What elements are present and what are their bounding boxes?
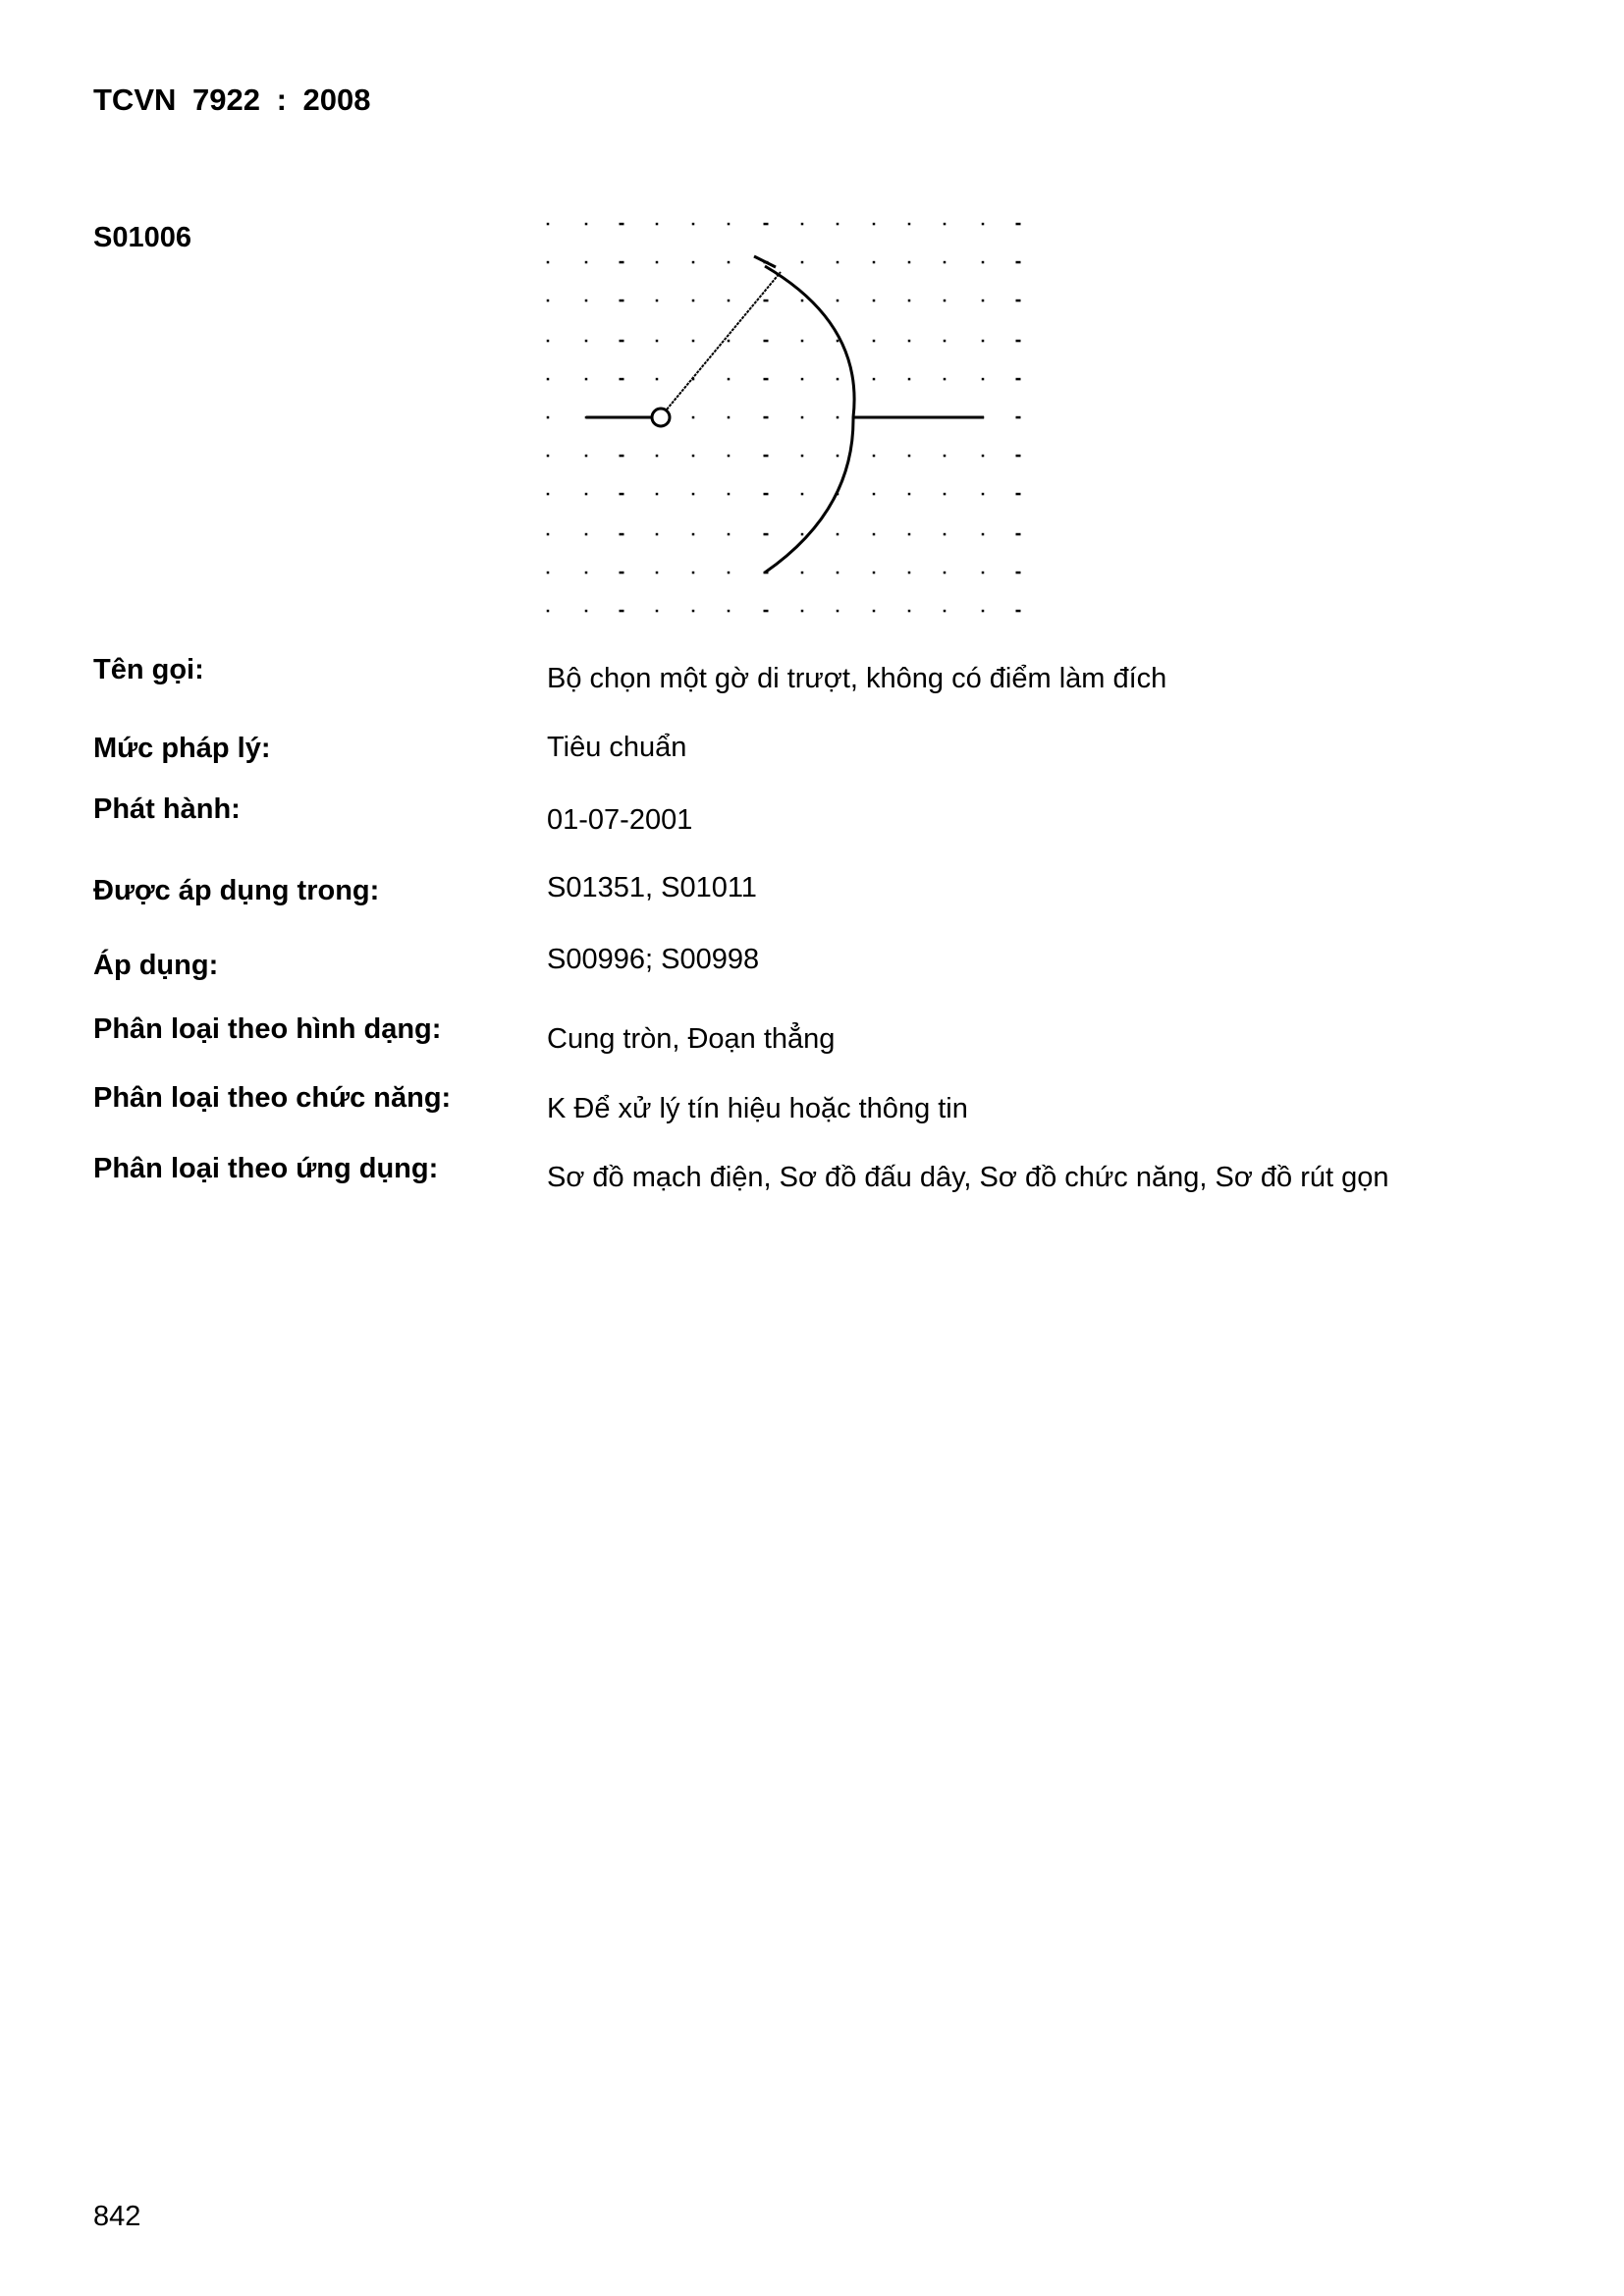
grid-dot <box>585 610 588 613</box>
grid-dot <box>837 378 839 381</box>
grid-dot <box>1016 572 1021 574</box>
grid-dot <box>837 416 839 419</box>
grid-dot <box>908 223 911 226</box>
grid-dot <box>1016 378 1021 381</box>
grid-dot <box>547 610 550 613</box>
grid-dot <box>908 455 911 458</box>
grid-dot <box>1016 261 1021 264</box>
grid-dot <box>873 378 876 381</box>
grid-dot <box>801 416 804 419</box>
grid-dot <box>692 610 695 613</box>
grid-dot <box>692 533 695 536</box>
grid-dot <box>547 340 550 343</box>
grid-dot <box>801 572 804 574</box>
grid-dot <box>873 610 876 613</box>
grid-dot <box>547 261 550 264</box>
grid-dot <box>873 572 876 574</box>
grid-dot <box>801 533 804 536</box>
grid-dot <box>728 378 731 381</box>
grid-dot <box>944 610 947 613</box>
grid-dot <box>656 493 659 496</box>
grid-dot <box>908 300 911 302</box>
grid-dot <box>547 533 550 536</box>
grid-dot <box>837 572 839 574</box>
field-value: K Để xử lý tín hiệu hoặc thông tin <box>547 1093 968 1124</box>
grid-dot <box>801 261 804 264</box>
grid-dot <box>728 572 731 574</box>
grid-dot <box>728 533 731 536</box>
grid-dot <box>944 493 947 496</box>
grid-dot <box>620 378 624 381</box>
grid-dot <box>656 533 659 536</box>
grid-dot <box>944 300 947 302</box>
grid-dot <box>908 378 911 381</box>
field-value: Sơ đồ mạch điện, Sơ đồ đấu dây, Sơ đồ chức năng, Sơ đồ rút gọn <box>547 1162 1389 1193</box>
grid-dot <box>585 493 588 496</box>
field-label: Phát hành: <box>93 793 241 825</box>
pivot-circle <box>652 409 670 426</box>
grid-dot <box>620 223 624 226</box>
grid-dot <box>692 223 695 226</box>
symbol-code: S01006 <box>93 222 191 253</box>
grid-dot <box>908 533 911 536</box>
grid-dot <box>764 610 769 613</box>
grid-dot <box>585 340 588 343</box>
grid-dot <box>620 572 624 574</box>
grid-dot <box>944 572 947 574</box>
field-label: Được áp dụng trong: <box>93 875 380 906</box>
grid-dot <box>728 261 731 264</box>
grid-dot <box>1016 416 1021 419</box>
grid-dot <box>982 610 985 613</box>
grid-dot <box>837 533 839 536</box>
grid-dot <box>585 300 588 302</box>
grid-dot <box>656 455 659 458</box>
grid-dot <box>764 340 769 343</box>
grid-dot <box>656 610 659 613</box>
field-value: 01-07-2001 <box>547 804 693 836</box>
grid-dot <box>801 223 804 226</box>
grid-dot <box>547 378 550 381</box>
field-label: Phân loại theo hình dạng: <box>93 1013 442 1045</box>
grid-dot <box>982 533 985 536</box>
grid-dot <box>837 223 839 226</box>
grid-dot <box>764 416 769 419</box>
symbol-diagram <box>530 196 1041 629</box>
grid-dot <box>728 493 731 496</box>
grid-dot <box>944 261 947 264</box>
grid-dot <box>873 455 876 458</box>
grid-dot <box>1016 340 1021 343</box>
grid-dot <box>908 261 911 264</box>
grid-dot <box>728 223 731 226</box>
field-value: Bộ chọn một gờ di trượt, không có điểm làm đích <box>547 663 1167 694</box>
grid-dot <box>547 223 550 226</box>
grid-dot <box>692 572 695 574</box>
grid-dot <box>801 493 804 496</box>
grid-dot <box>585 378 588 381</box>
grid-dot <box>728 300 731 302</box>
grid-dot <box>620 533 624 536</box>
grid-dot <box>620 340 624 343</box>
grid-dot <box>837 455 839 458</box>
field-label: Phân loại theo chức năng: <box>93 1082 452 1114</box>
grid-dot <box>692 416 695 419</box>
grid-dot <box>873 493 876 496</box>
grid-dot <box>837 261 839 264</box>
grid-dot <box>728 610 731 613</box>
grid-dot <box>944 340 947 343</box>
grid-dot <box>1016 300 1021 302</box>
grid-dot <box>1016 533 1021 536</box>
grid-dot <box>764 533 769 536</box>
standard-header: TCVN 7922 : 2008 <box>93 82 371 117</box>
grid-dot <box>873 300 876 302</box>
grid-dot <box>692 455 695 458</box>
grid-dot <box>585 533 588 536</box>
grid-dot <box>837 610 839 613</box>
grid-dot <box>908 493 911 496</box>
field-value: S01351, S01011 <box>547 872 757 903</box>
grid-dot <box>547 455 550 458</box>
grid-dot <box>656 572 659 574</box>
grid-dot <box>656 223 659 226</box>
grid-dot <box>1016 610 1021 613</box>
grid-dot <box>692 340 695 343</box>
grid-dot <box>547 572 550 574</box>
grid-dot <box>944 533 947 536</box>
grid-dot <box>801 455 804 458</box>
grid-dot <box>728 416 731 419</box>
grid-dot <box>692 261 695 264</box>
grid-dot <box>982 340 985 343</box>
grid-dot <box>547 493 550 496</box>
grid-dot <box>656 300 659 302</box>
grid-dot <box>547 416 550 419</box>
grid-dot <box>1016 493 1021 496</box>
grid-dot <box>764 223 769 226</box>
grid-dot <box>982 261 985 264</box>
grid-dot <box>547 300 550 302</box>
grid-dot <box>585 455 588 458</box>
grid-dot <box>728 455 731 458</box>
grid-dot <box>944 223 947 226</box>
grid-dot <box>620 493 624 496</box>
grid-dot <box>1016 455 1021 458</box>
grid-dot <box>837 340 839 343</box>
grid-dot <box>764 378 769 381</box>
grid-dot <box>692 493 695 496</box>
grid-dot <box>620 261 624 264</box>
field-label: Tên gọi: <box>93 654 204 685</box>
grid-dot <box>764 493 769 496</box>
grid-dot <box>982 223 985 226</box>
grid-dot <box>728 340 731 343</box>
page-number: 842 <box>93 2201 141 2232</box>
grid-dot <box>873 223 876 226</box>
field-value: S00996; S00998 <box>547 944 760 975</box>
grid-dot <box>944 455 947 458</box>
grid-dot <box>656 378 659 381</box>
grid-dot <box>873 261 876 264</box>
grid-dot <box>908 340 911 343</box>
grid-dot <box>801 378 804 381</box>
field-value: Tiêu chuẩn <box>547 732 687 763</box>
grid-dot <box>656 261 659 264</box>
grid-dot <box>1016 223 1021 226</box>
grid-dot <box>982 455 985 458</box>
grid-dot <box>944 378 947 381</box>
grid-dot <box>908 572 911 574</box>
grid-dot <box>585 572 588 574</box>
field-value: Cung tròn, Đoạn thẳng <box>547 1023 836 1055</box>
grid-dot <box>982 378 985 381</box>
grid-dot <box>585 223 588 226</box>
field-label: Mức pháp lý: <box>93 733 271 764</box>
grid-dot <box>764 300 769 302</box>
grid-dot <box>982 300 985 302</box>
field-label: Phân loại theo ứng dụng: <box>93 1153 439 1184</box>
field-label: Áp dụng: <box>93 950 219 981</box>
grid-dot <box>801 300 804 302</box>
grid-dot <box>620 455 624 458</box>
grid-dot <box>764 455 769 458</box>
grid-dot <box>982 493 985 496</box>
grid-dot <box>908 610 911 613</box>
grid-dot <box>873 533 876 536</box>
grid-dot <box>801 610 804 613</box>
grid-dot <box>873 340 876 343</box>
grid-dot <box>585 261 588 264</box>
grid-dot <box>837 300 839 302</box>
arm-tick <box>754 256 776 267</box>
grid-dot <box>692 300 695 302</box>
grid-dot <box>620 300 624 302</box>
grid-dot <box>656 340 659 343</box>
grid-dot <box>620 610 624 613</box>
grid-dot <box>982 572 985 574</box>
contact-arc <box>765 266 854 573</box>
grid-dot <box>801 340 804 343</box>
